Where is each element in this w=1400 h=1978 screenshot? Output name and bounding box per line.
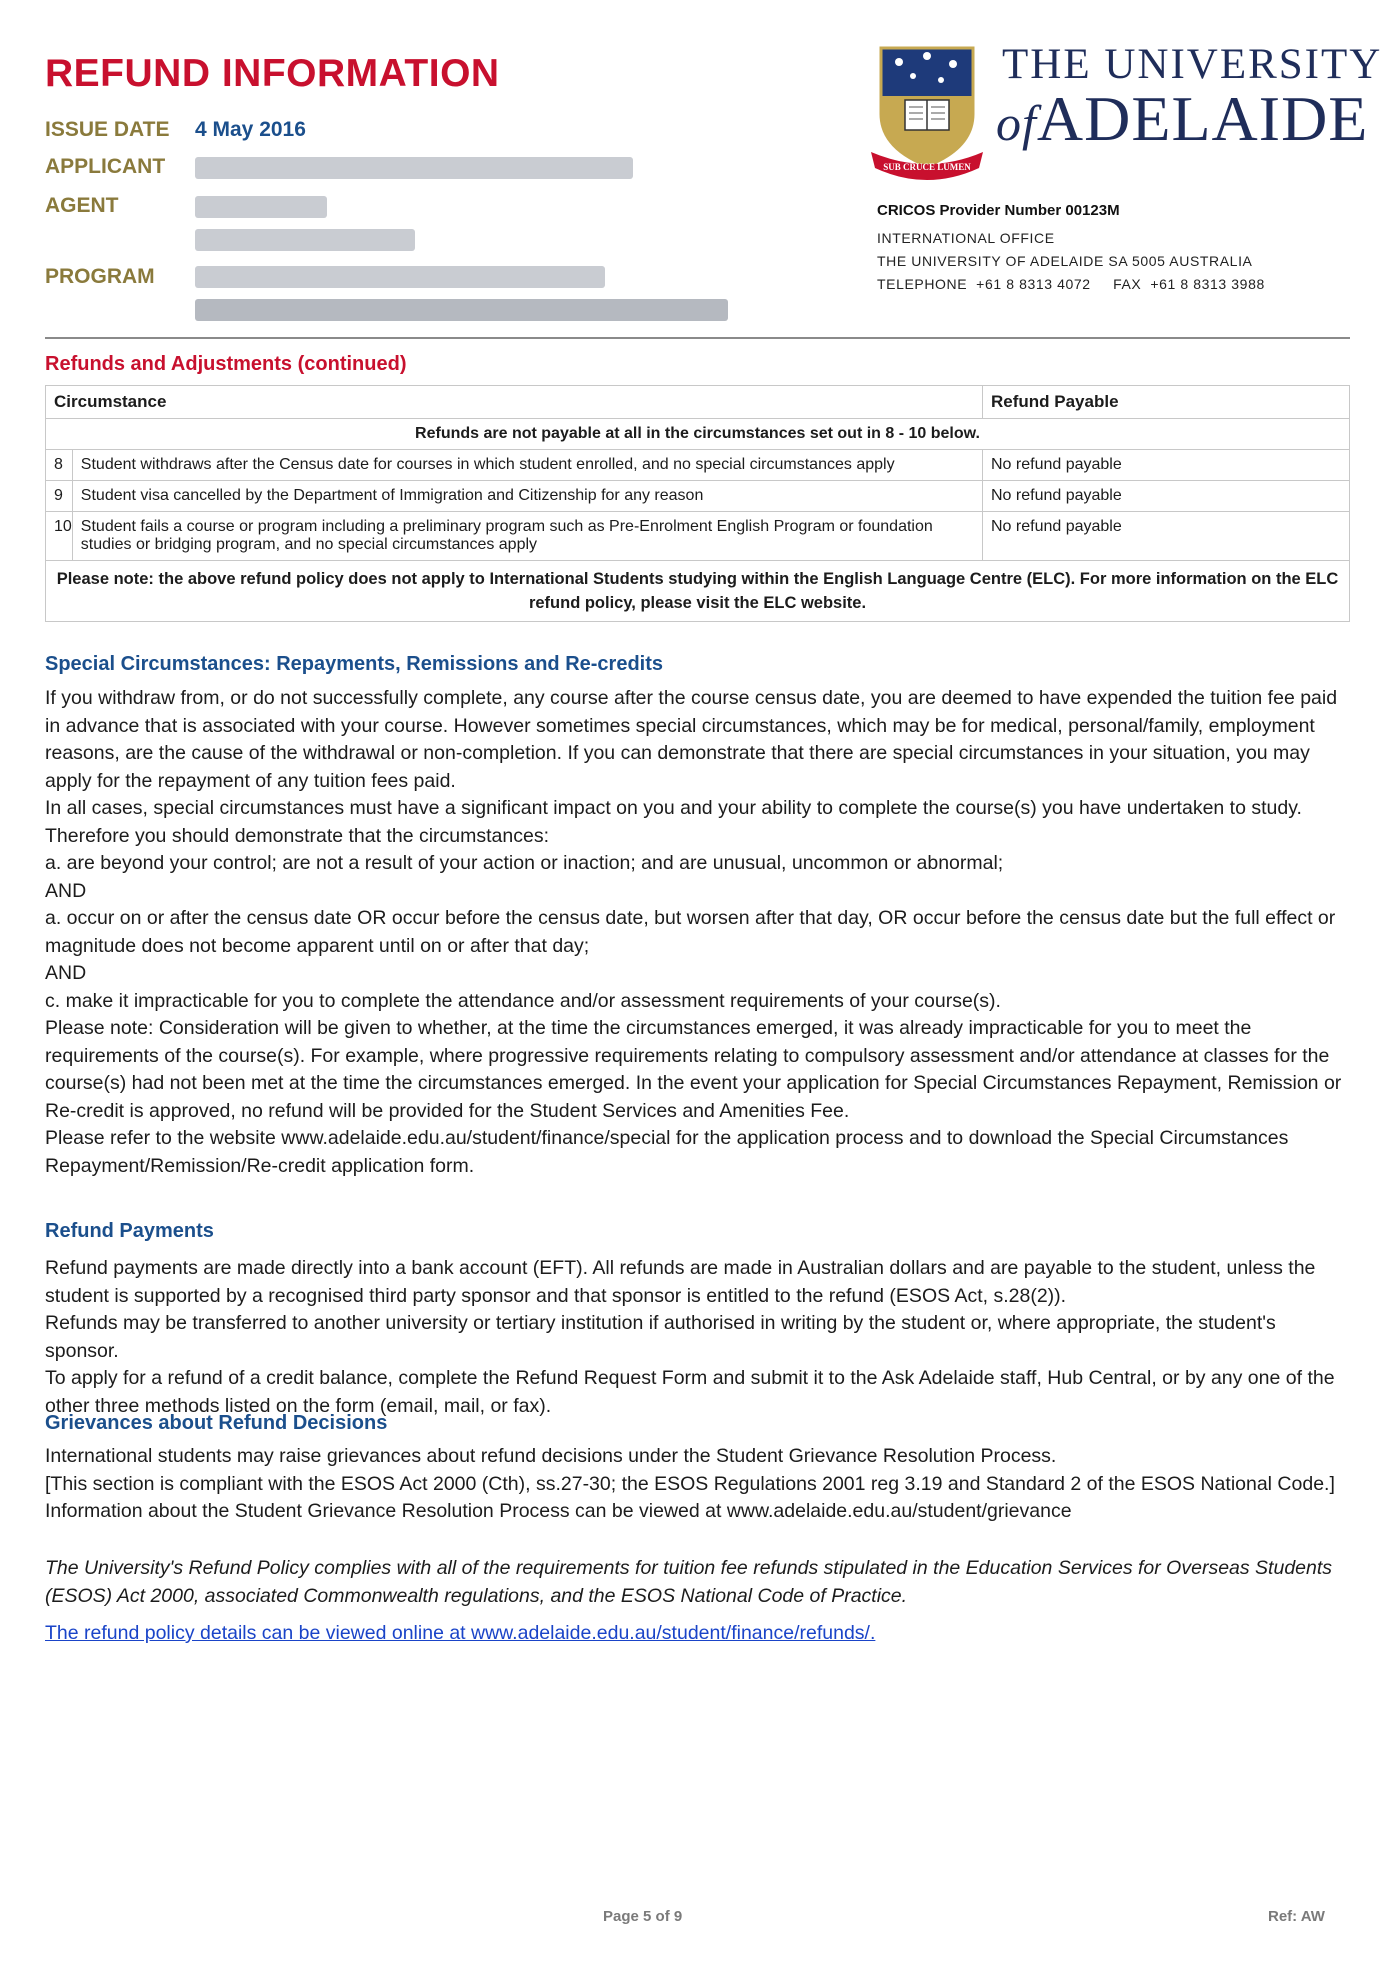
- row-number: 8: [46, 450, 73, 481]
- special-circumstances-heading: Special Circumstances: Repayments, Remissions and Re-credits: [45, 653, 664, 675]
- applicant-label: APPLICANT: [45, 155, 166, 178]
- col-circumstance: Circumstance: [46, 386, 983, 419]
- program-label: PROGRAM: [45, 265, 155, 288]
- program-detail-redacted: [195, 299, 728, 321]
- paragraph: International students may raise grievances about refund decisions under the Student Grievance Resolution Process.: [45, 1445, 1057, 1467]
- elc-note: Please note: the above refund policy does not apply to International Students studying within the English Language Centre (ELC). For more information on the ELC refund policy, please visit the ELC website.: [46, 561, 1350, 622]
- university-name-prefix: of: [996, 95, 1037, 151]
- row-payable: No refund payable: [983, 450, 1350, 481]
- table-header-row: [46, 386, 1350, 419]
- table-row: [46, 450, 1350, 481]
- motto-scroll-icon: [869, 142, 985, 182]
- paragraph: Therefore you should demonstrate that the circumstances:: [45, 824, 550, 847]
- paragraph: Please refer to the website www.adelaide.edu.au/student/finance/special for the application process and to download the Special Circumstances Repayment/Remission/Re-credit application form.: [45, 1127, 1289, 1177]
- grievances-body: [45, 1443, 1350, 1526]
- paragraph: Refund payments are made directly into a bank account (EFT). All refunds are made in Australian dollars and are payable to the student, unless the student is supported by a recognised third party sponsor and that sponsor is entitled to the refund (ESOS Act, s.28(2)).: [45, 1257, 1316, 1307]
- university-name-main: ADELAIDE: [1036, 83, 1369, 154]
- office-line-1: INTERNATIONAL OFFICE: [877, 230, 1055, 246]
- agent-redacted: [195, 196, 327, 218]
- row-circumstance: Student fails a course or program including a preliminary program such as Pre-Enrolment English Program or foundation studies or bridging program, and no special circumstances apply: [72, 512, 982, 561]
- agent-label: AGENT: [45, 194, 119, 217]
- paragraph: If you withdraw from, or do not successfully complete, any course after the course census date, you are deemed to have expended the tuition fee paid in advance that is associated with your course. However sometimes special circumstances, which may be for medical, personal/family, employment reasons, are the cause of the withdrawal or non-completion. If you can demonstrate that there are special circumstances in your situation, you may apply for the repayment of any tuition fees paid.: [45, 687, 1338, 792]
- row-payable: No refund payable: [983, 512, 1350, 561]
- paragraph: Refunds may be transferred to another university or tertiary institution if authorised in writing by the student or, where appropriate, the student's sponsor.: [45, 1312, 1276, 1362]
- table-row: [46, 512, 1350, 561]
- paragraph: Information about the Student Grievance Resolution Process can be viewed at www.adelaide.edu.au/student/grievance: [45, 1500, 1072, 1522]
- refund-policy-link[interactable]: The refund policy details can be viewed online at www.adelaide.edu.au/student/finance/refunds/.: [45, 1622, 876, 1644]
- row-payable: No refund payable: [983, 481, 1350, 512]
- refund-table: [45, 385, 1350, 622]
- paragraph: AND: [45, 962, 87, 984]
- row-number: 10: [46, 512, 73, 561]
- paragraph: c. make it impracticable for you to complete the attendance and/or assessment requirements of your course(s).: [45, 989, 1001, 1012]
- cricos-number: CRICOS Provider Number 00123M: [877, 202, 1120, 219]
- university-name-line1: THE UNIVERSITY: [1002, 41, 1383, 88]
- document-title: REFUND INFORMATION: [45, 52, 500, 95]
- paragraph: In all cases, special circumstances must have a significant impact on you and your ability to complete the course(s) you have undertaken to study.: [45, 797, 1302, 819]
- issue-date-label: ISSUE DATE: [45, 118, 170, 141]
- paragraph: a. are beyond your control; are not a result of your action or inaction; and are unusual, uncommon or abnormal;: [45, 852, 1004, 874]
- paragraph: Please note: Consideration will be given to whether, at the time the circumstances emerged, it was already impracticable for you to meet the requirements of the course(s). For example, where progressive requirements relating to compulsory assessment and/or attendance at classes for the course(s) had not been met at the time the circumstances emerged. In the event your application for Special Circumstances Repayment, Remission or Re-credit is approved, no refund will be provided for the Student Services and Amenities Fee.: [45, 1017, 1342, 1122]
- page-number: Page 5 of 9: [603, 1908, 683, 1925]
- paragraph: a. occur on or after the census date OR occur before the census date, but worsen after that day, OR occur before the census date but the full effect or magnitude does not become apparent until on or after that day;: [45, 907, 1336, 957]
- compliance-statement: The University's Refund Policy complies with all of the requirements for tuition fee refunds stipulated in the Education Services for Overseas Students (ESOS) Act 2000, associated Commonwealth regulations, and the ESOS National Code of Practice.: [45, 1557, 1333, 1607]
- grievances-heading: Grievances about Refund Decisions: [45, 1412, 388, 1434]
- row-circumstance: Student withdraws after the Census date for courses in which student enrolled, and no special circumstances apply: [72, 450, 982, 481]
- special-circumstances-body: [45, 685, 1350, 1180]
- refunds-heading: Refunds and Adjustments (continued): [45, 353, 407, 375]
- table-intro-text: Refunds are not payable at all in the circumstances set out in 8 - 10 below.: [46, 419, 1350, 450]
- table-row: [46, 481, 1350, 512]
- paragraph: AND: [45, 879, 87, 902]
- applicant-redacted: [195, 157, 633, 179]
- table-intro-row: [46, 419, 1350, 450]
- program-redacted: [195, 266, 605, 288]
- issue-date-value: 4 May 2016: [195, 118, 306, 141]
- university-name-line2: [996, 82, 1368, 156]
- row-circumstance: Student visa cancelled by the Department of Immigration and Citizenship for any reason: [72, 481, 982, 512]
- reference-code: Ref: AW: [1268, 1908, 1325, 1925]
- table-note-row: [46, 561, 1350, 622]
- row-number: 9: [46, 481, 73, 512]
- refund-payments-body: [45, 1255, 1350, 1420]
- agent-email-redacted: [195, 229, 415, 251]
- paragraph: [This section is compliant with the ESOS Act 2000 (Cth), ss.27-30; the ESOS Regulations 2001 reg 3.19 and Standard 2 of the ESOS National Code.]: [45, 1472, 1335, 1495]
- header-divider: [45, 337, 1350, 339]
- col-refund-payable: Refund Payable: [983, 386, 1350, 419]
- paragraph: To apply for a refund of a credit balance, complete the Refund Request Form and submit it to the Ask Adelaide staff, Hub Central, or by any one of the other three methods listed on the form (email, mail, or fax).: [45, 1367, 1335, 1417]
- motto-text: SUB CRUCE LUMEN: [883, 162, 971, 172]
- office-line-3: TELEPHONE +61 8 8313 4072 FAX +61 8 8313 3988: [877, 276, 1265, 292]
- refund-payments-heading: Refund Payments: [45, 1220, 214, 1242]
- office-line-2: THE UNIVERSITY OF ADELAIDE SA 5005 AUSTRALIA: [877, 253, 1253, 269]
